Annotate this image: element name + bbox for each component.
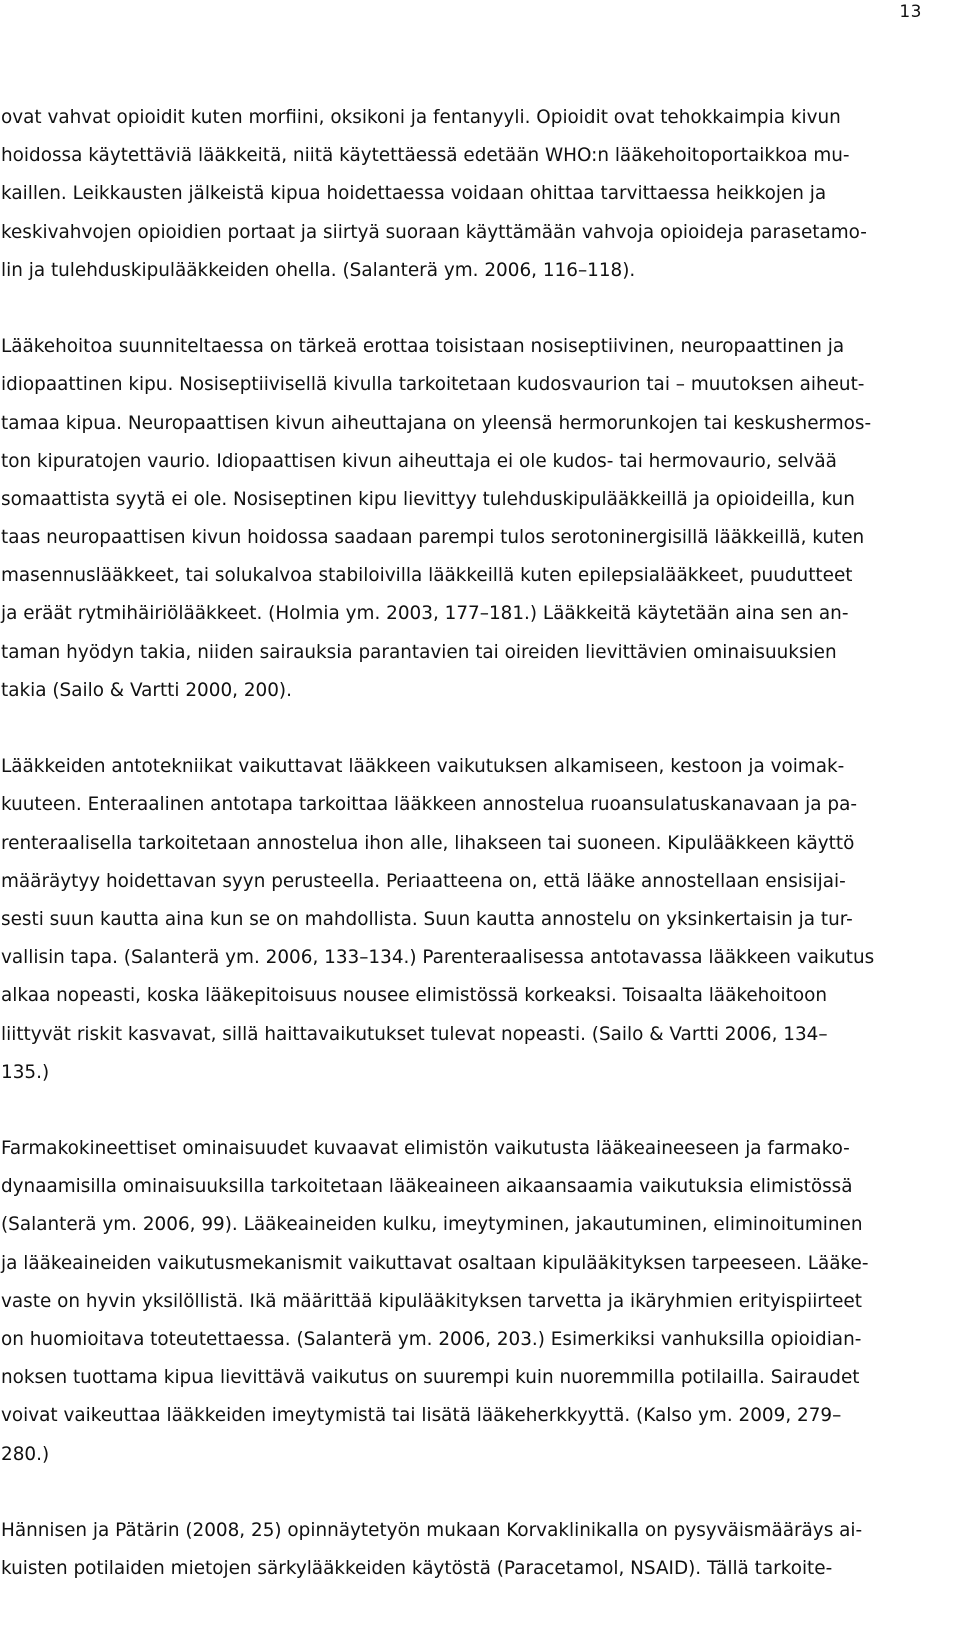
text-line: ovat vahvat opioidit kuten morfiini, oksikoni ja fentanyyli. Opioidit ovat tehokkaimpia kivun: [1, 107, 841, 128]
text-line: on huomioitava toteutettaessa. (Salanterä ym. 2006, 203.) Esimerkiksi vanhuksilla opioidian-: [1, 1329, 862, 1350]
paragraph-gap: [1, 1474, 926, 1512]
text-line: määräytyy hoidettavan syyn perusteella. Periaatteena on, että lääke annostellaan ensisijai-: [1, 870, 846, 892]
text-line: lin ja tulehduskipulääkkeiden ohella. (Salanterä ym. 2006, 116–118).: [1, 259, 636, 281]
text-line: (Salanterä ym. 2006, 99). Lääkeaineiden kulku, imeytyminen, jakautuminen, eliminoituminen: [1, 1214, 863, 1236]
text-line: kaillen. Leikkausten jälkeistä kipua hoidettaessa voidaan ohittaa tarvittaessa heikkojen ja: [1, 183, 827, 205]
paragraph-gap: [1, 710, 926, 748]
text-line: masennuslääkkeet, tai solukalvoa stabiloivilla lääkkeillä kuten epilepsialääkkeet, puudutteet: [1, 565, 853, 587]
text-line: Hännisen ja Pätärin (2008, 25) opinnäytetyön mukaan Korvaklinikalla on pysyväismääräys ai-: [1, 1519, 863, 1541]
page-number: 13: [899, 2, 922, 22]
text-line: alkaa nopeasti, koska lääkepitoisuus nousee elimistössä korkeaksi. Toisaalta lääkehoitoon: [1, 985, 828, 1007]
text-line: somaattista syytä ei ole. Nosiseptinen kipu lievittyy tulehduskipulääkkeillä ja opioideilla, kun: [1, 488, 855, 510]
text-line: tamaa kipua. Neuropaattisen kivun aiheuttajana on yleensä hermorunkojen tai keskushermos-: [1, 412, 872, 434]
text-line: ton kipuratojen vaurio. Idiopaattisen kivun aiheuttaja ei ole kudos- tai hermovaurio, selvää: [1, 450, 837, 472]
text-line: liittyvät riskit kasvavat, sillä haittavaikutukset tulevat nopeasti. (Sailo & Vartti 2006, 134–: [1, 1023, 828, 1045]
paragraph-3: [1, 748, 926, 1092]
paragraph-1: [1, 99, 926, 290]
text-line: ja eräät rytmihäiriölääkkeet. (Holmia ym. 2003, 177–181.) Lääkkeitä käytetään aina sen an-: [1, 603, 849, 625]
text-line: Farmakokineettiset ominaisuudet kuvaavat elimistön vaikutusta lääkeaineeseen ja farmako-: [1, 1138, 850, 1160]
text-line: renteraalisella tarkoitetaan annostelua ihon alle, lihakseen tai suoneen. Kipulääkkeen käyttö: [1, 832, 855, 854]
text-line: taman hyödyn takia, niiden sairauksia parantavien tai oireiden lievittävien ominaisuuksien: [1, 641, 837, 663]
text-line: keskivahvojen opioidien portaat ja siirtyä suoraan käyttämään vahvoja opioideja parasetamo-: [1, 221, 867, 243]
paragraph-5: [1, 1512, 926, 1588]
text-line: kuuteen. Enteraalinen antotapa tarkoittaa lääkkeen annostelua ruoansulatuskanavaan ja pa-: [1, 794, 857, 816]
text-line: voivat vaikeuttaa lääkkeiden imeytymistä tai lisätä lääkeherkkyyttä. (Kalso ym. 2009, 279–: [1, 1405, 842, 1427]
text-line: vaste on hyvin yksilöllistä. Ikä määrittää kipulääkityksen tarvetta ja ikäryhmien erityispiirteet: [1, 1290, 862, 1312]
text-line: takia (Sailo & Vartti 2000, 200).: [1, 679, 292, 701]
paragraph-4: [1, 1130, 926, 1474]
text-line: sesti suun kautta aina kun se on mahdollista. Suun kautta annostelu on yksinkertaisin ja tur-: [1, 908, 853, 930]
text-line: dynaamisilla ominaisuuksilla tarkoitetaan lääkeaineen aikaansaamia vaikutuksia elimistössä: [1, 1176, 853, 1198]
text-line: ja lääkeaineiden vaikutusmekanismit vaikuttavat osaltaan kipulääkityksen tarpeeseen. Lääke-: [1, 1252, 869, 1274]
paragraph-gap: [1, 1092, 926, 1130]
paragraph-2: [1, 328, 926, 710]
document-body: [1, 99, 926, 1588]
text-line: Lääkehoitoa suunniteltaessa on tärkeä erottaa toisistaan nosiseptiivinen, neuropaattinen ja: [1, 336, 845, 358]
text-line: Lääkkeiden antotekniikat vaikuttavat lääkkeen vaikutuksen alkamiseen, kestoon ja voimak-: [1, 756, 845, 778]
text-line: kuisten potilaiden mietojen särkylääkkeiden käytöstä (Paracetamol, NSAID). Tällä tarkoite-: [1, 1558, 833, 1580]
paragraph-gap: [1, 290, 926, 328]
text-line: 135.): [1, 1061, 50, 1083]
text-line: noksen tuottama kipua lievittävä vaikutus on suurempi kuin nuoremmilla potilailla. Sairaudet: [1, 1367, 860, 1389]
text-line: taas neuropaattisen kivun hoidossa saadaan parempi tulos serotoninergisillä lääkkeillä, kuten: [1, 527, 865, 549]
text-line: idiopaattinen kipu. Nosiseptiivisellä kivulla tarkoitetaan kudosvaurion tai – muutoksen aiheut-: [1, 374, 865, 396]
text-line: vallisin tapa. (Salanterä ym. 2006, 133–134.) Parenteraalisessa antotavassa lääkkeen vaikutus: [1, 947, 875, 969]
text-line: 280.): [1, 1443, 50, 1465]
text-line: hoidossa käytettäviä lääkkeitä, niitä käytettäessä edetään WHO:n lääkehoitoportaikkoa mu-: [1, 145, 850, 167]
